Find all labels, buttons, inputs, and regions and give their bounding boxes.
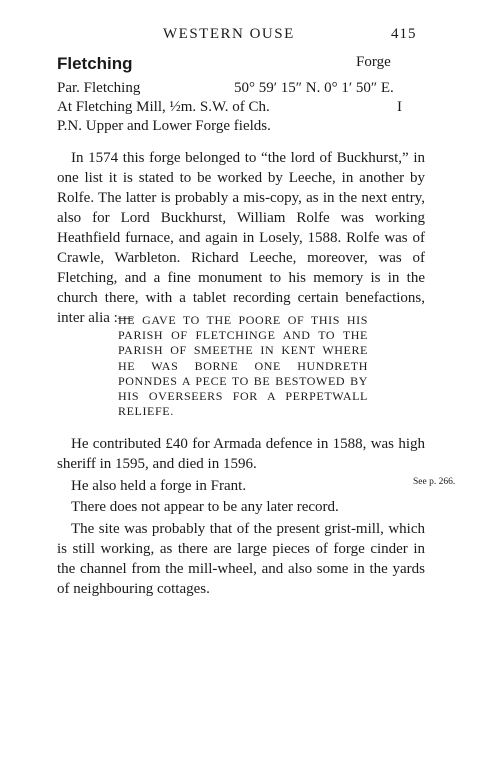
place-names-line: P.N. Upper and Lower Forge fields. [57,118,271,134]
tablet-inscription: HE GAVE TO THE POORE OF THIS HIS PARISH OF FLETCHINGE AND TO THE PARISH OF SMEETHE IN KENT WHERE HE WAS BORNE ONE HUNDRETH PONNDES A PECE TO BE BESTOWED BY HIS OVERSEERS FOR A PERPETWALL RELIEFE. [118,313,368,419]
coordinates: 50° 59′ 15″ N. 0° 1′ 50″ E. [234,80,394,96]
running-head: WESTERN OUSE [163,26,295,42]
body-paragraph: He also held a forge in Frant. [71,478,247,494]
page-number: 415 [391,26,417,42]
location-number: I [397,99,402,115]
location-line: At Fletching Mill, ½m. S.W. of Ch. [57,99,270,115]
entry-type: Forge [356,54,391,70]
parish-line: Par. Fletching [57,80,141,96]
body-paragraph: In 1574 this forge belonged to “the lord of Buckhurst,” in one list it is stated to be worked by Leeche, in another by Rolfe. The latter is probably a mis-copy, as in the next entry, also for Lord Buckhurst, William Rolfe was working Heathfield furnace, and again in Losely, 1588. Rolfe was of Crawle, Warbleton. Richard Leeche, moreover, was of Fletching, and a fine monument to his memory is in the church there, with a tablet recording certain benefactions, inter alia :— [57,150,425,326]
body-paragraph: He contributed £40 for Armada defence in 1588, was high sheriff in 1595, and died in 1596. [57,436,425,472]
entry-name: Fletching [57,54,133,73]
margin-note: See p. 266. [413,477,456,487]
body-paragraph: The site was probably that of the present grist-mill, which is still working, as there are large pieces of forge cinder in the channel from the mill-wheel, and also some in the yards of neighbouring cottages. [57,521,425,597]
body-paragraph: There does not appear to be any later record. [71,499,339,515]
